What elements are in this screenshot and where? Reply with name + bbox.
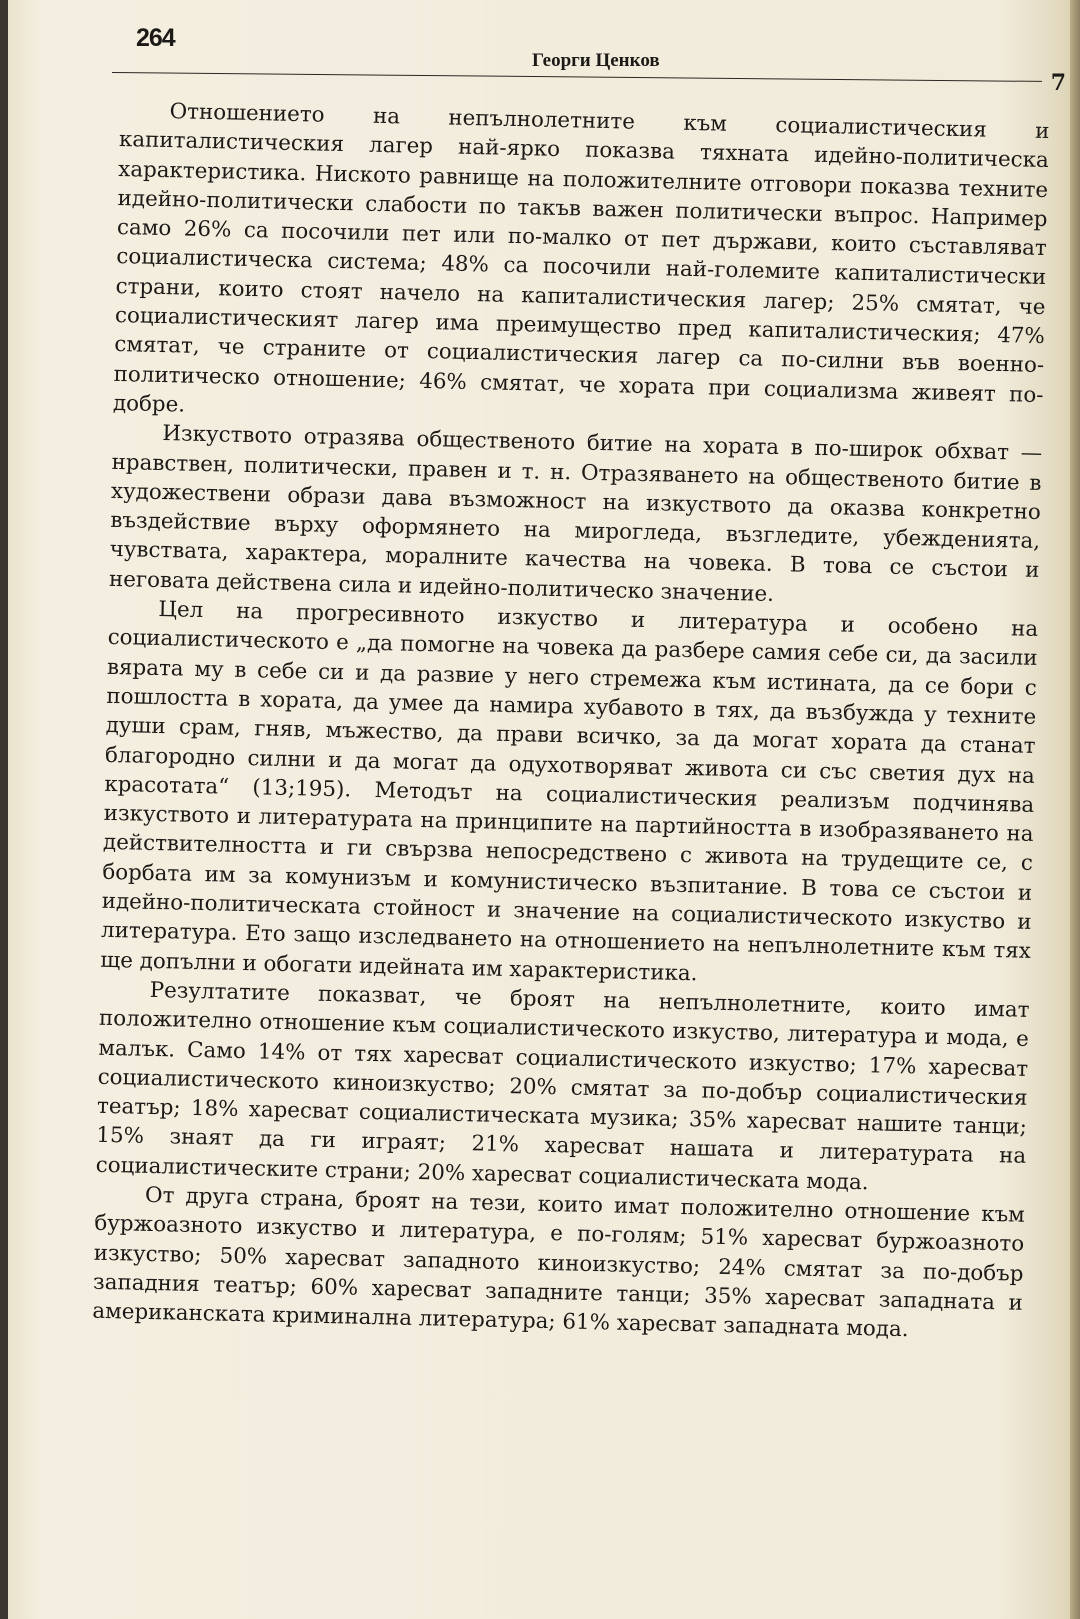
page-number: 264 xyxy=(136,24,175,52)
binding-edge xyxy=(0,0,8,1619)
paragraph-2: Изкуството отразява общественото битие на хората в по-широк обхват — нравствен, политически, правен и т. н. Отразяването на общественото битие в художествени образи дава възможност на изкуството да оказва конкретно въздействие върху оформянето на мирогледа, възгледите, убежденията, чувствата, характера, моралните качества на човека. В това се състои и неговата действена сила и идейно-политическо значение. xyxy=(108,421,1043,607)
paragraph-4: Резултатите показват, че броят на непълнолетните, които имат положително отношение към социалистическото изкуство, литература и мода, е малък. Само 14% от тях харесват социалистическото изкуство; 17% харесват социалистическото киноизкуство; 20% смятат за по-добър социалистическия театър; 18% харесват социалистическата музика; 35% харесват нашите танци; 15% знаят да ги играят; 21% харесват нашата и литературата на социалистическите страни; 20% харесват социалистическата мода. xyxy=(95,977,1030,1195)
page-header xyxy=(112,24,1042,74)
edge-mark: 7 xyxy=(1050,70,1066,96)
page-edge xyxy=(1070,0,1080,1619)
running-head: Георги Ценков xyxy=(532,50,660,71)
paragraph-5: От друга страна, броят на тези, които имат положително отношение към буржоазното изкуство и литература, е по-голям; 51% харесват буржоазното изкуство; 50% харесват западното киноизкуство; 24% смятат за по-добър западния театър; 60% харесват западните танци; 35% харесват западната и американската криминална литература; 61% харесват западната мода. xyxy=(92,1182,1026,1343)
paragraph-1: Отношението на непълнолетните към социалистическия и капиталистическия лагер най-ярко показва тяхната идейно-политическа характеристика. Ниското равнище на положителните отговори показва техните идейно-политически слабости по такъв важен политически въпрос. Например само 26% са посочили пет или по-малко от пет държави, които съставляват социалистическа система; 48% са посочили най-големите капиталистически страни, които стоят начело на капиталистическия лагер; 25% смятат, че социалистическият лагер има преимущество пред капиталистическия; 47% смятат, че страните от социалистическия лагер са по-силни във военно-политическо отношение; 46% смятат, че хората при социализма живеят по-добре. xyxy=(112,99,1050,418)
body-text xyxy=(92,96,1050,1347)
paragraph-3: Цел на прогресивното изкуство и литература и особено на социалистическото е „да помогне на човека да разбере самия себе си, да засили вярата му в себе си и да развие у него стремежа към истината, да се бори с пошлостта в хората, да умее да намира хубавото в тях, да възбужда у техните души срам, гняв, мъжество, да прави всичко, за да могат хората да станат благородно силни и да могат да одухотворяват живота си със светия дух на красотата“ (13;195). Методът на социалистическия реализъм подчинява изкуството и литературата на принципите на партийността в изобразяването на действителността и ги свързва непосредствено с живота на трудещите се, с борбата им за комунизъм и комунистическо възпитание. В това се състои и идейно-политическата стойност и значение на социалистическото изкуство и литература. Ето защо изследването на отношението на непълнолетните към тях ще допълни и обогати идейната им характеристика. xyxy=(100,597,1039,986)
header-rule xyxy=(112,72,1042,82)
